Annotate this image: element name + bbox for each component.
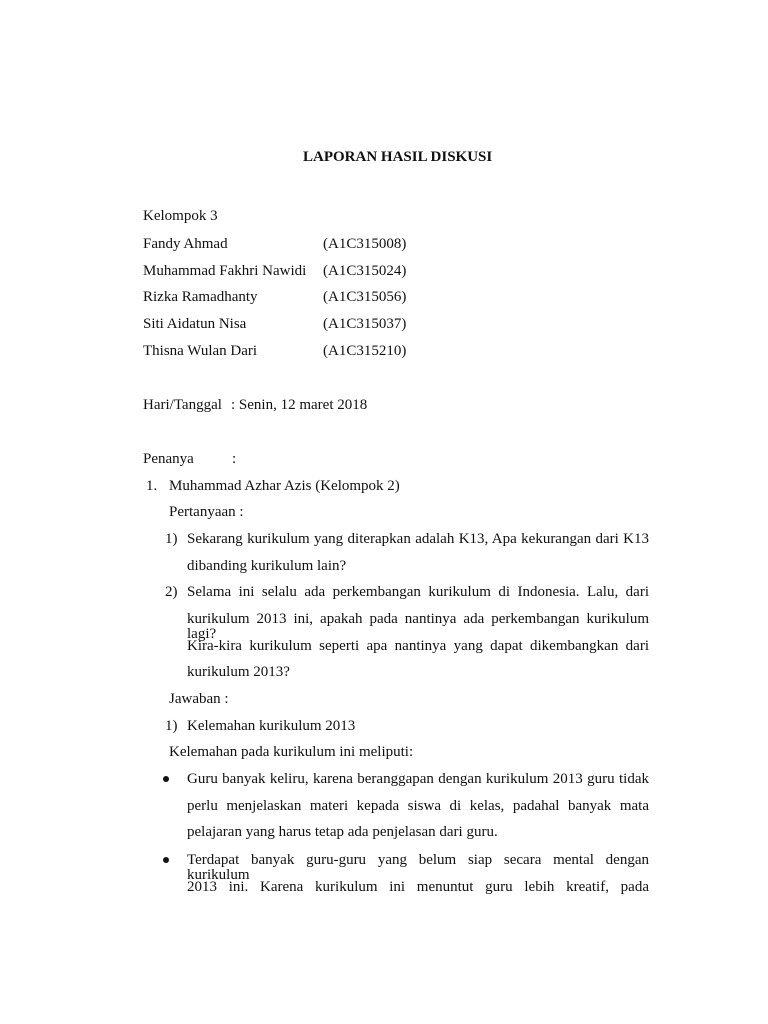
- question-line: kurikulum 2013 ini, apakah pada nantinya ada perkembangan kurikulum lagi?: [187, 611, 649, 642]
- penanya-colon: :: [232, 451, 237, 467]
- member-name: Thisna Wulan Dari: [143, 343, 258, 359]
- member-name: Siti Aidatun Nisa: [143, 316, 247, 332]
- answer-number: 1): [165, 718, 178, 734]
- member-name: Rizka Ramadhanty: [143, 289, 258, 305]
- pertanyaan-label: Pertanyaan :: [169, 504, 244, 520]
- member-id: (A1C315008): [323, 236, 407, 252]
- questioner-number: 1.: [146, 478, 158, 494]
- bullet-line: 2013 ini. Karena kurikulum ini menuntut guru lebih kreatif, pada: [187, 879, 649, 895]
- question-line: Kira-kira kurikulum seperti apa nantinya yang dapat dikembangkan dari: [187, 638, 649, 654]
- question-line: dibanding kurikulum lain?: [187, 558, 347, 574]
- bullet-line: Terdapat banyak guru-guru yang belum siap secara mental dengan kurikulum: [187, 852, 649, 883]
- question-number: 2): [165, 584, 178, 600]
- member-name: Muhammad Fakhri Nawidi: [143, 263, 307, 279]
- date-value: : Senin, 12 maret 2018: [231, 397, 368, 413]
- question-line: kurikulum 2013?: [187, 664, 290, 680]
- questioner-name: Muhammad Azhar Azis (Kelompok 2): [169, 478, 400, 494]
- question-number: 1): [165, 531, 178, 547]
- jawaban-label: Jawaban :: [169, 691, 229, 707]
- member-id: (A1C315037): [323, 316, 407, 332]
- bullet-line: pelajaran yang harus tetap ada penjelasan dari guru.: [187, 824, 498, 840]
- date-label: Hari/Tanggal: [143, 397, 222, 413]
- answer-heading: Kelemahan kurikulum 2013: [187, 718, 356, 734]
- member-id: (A1C315024): [323, 263, 407, 279]
- bullet-icon: [163, 857, 169, 863]
- answer-intro: Kelemahan pada kurikulum ini meliputi:: [169, 744, 414, 760]
- bullet-line: perlu menjelaskan materi kepada siswa di kelas, padahal banyak mata: [187, 798, 649, 814]
- bullet-line: Guru banyak keliru, karena beranggapan dengan kurikulum 2013 guru tidak: [187, 771, 649, 787]
- member-id: (A1C315210): [323, 343, 407, 359]
- penanya-label: Penanya: [143, 451, 194, 467]
- group-label: Kelompok 3: [143, 208, 218, 224]
- page-title: LAPORAN HASIL DISKUSI: [303, 149, 493, 165]
- member-id: (A1C315056): [323, 289, 407, 305]
- question-line: Sekarang kurikulum yang diterapkan adalah K13, Apa kekurangan dari K13: [187, 531, 649, 547]
- member-name: Fandy Ahmad: [143, 236, 228, 252]
- bullet-icon: [163, 776, 169, 782]
- question-line: Selama ini selalu ada perkembangan kurikulum di Indonesia. Lalu, dari: [187, 584, 649, 600]
